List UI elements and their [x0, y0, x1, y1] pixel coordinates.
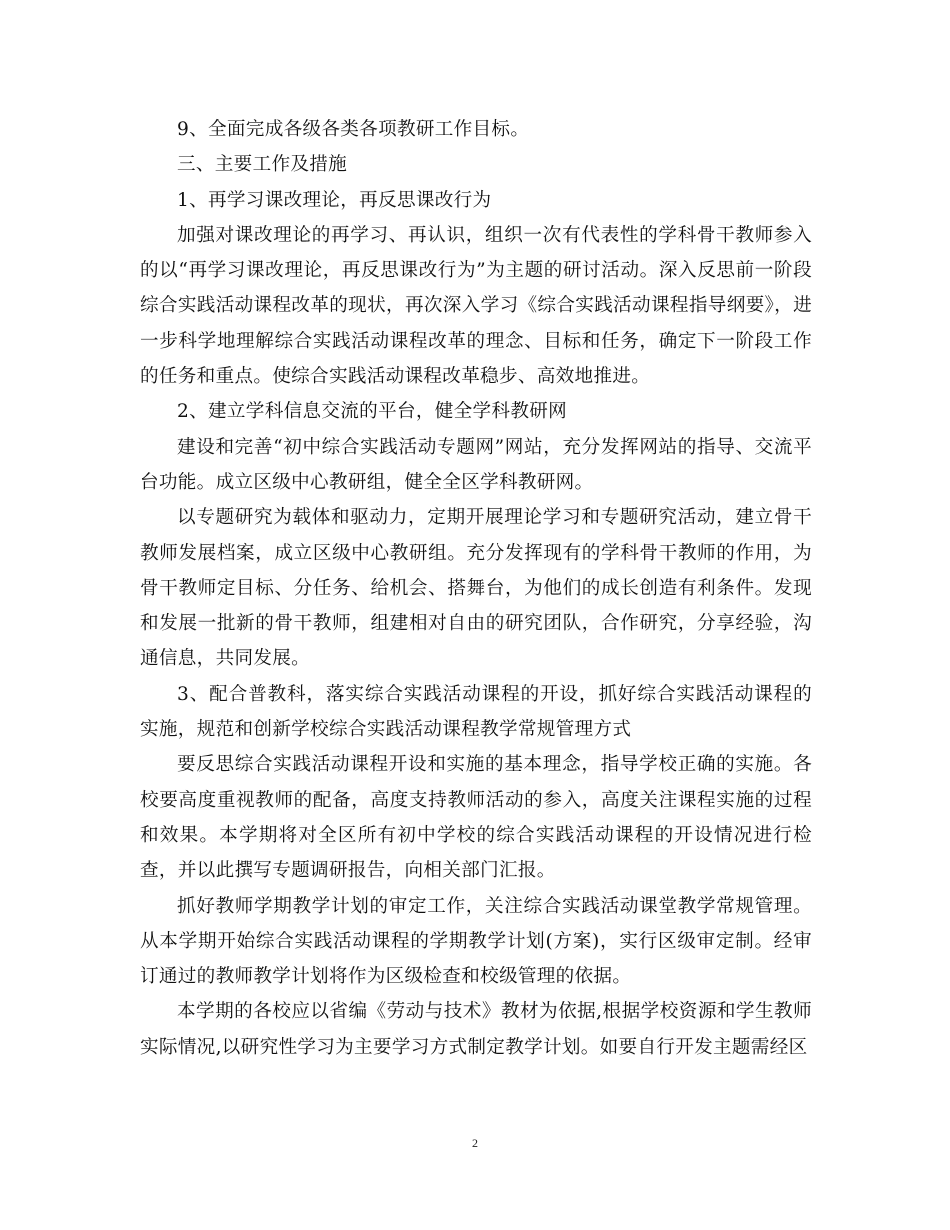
subheading-2: 2、建立学科信息交流的平台，健全学科教研网	[177, 401, 568, 423]
page-number: 2	[472, 1136, 478, 1150]
paragraph-3b: 抓好教师学期教学计划的审定工作，关注综合实践活动课堂教学常规管理。从本学期开始综合实践活动课程的学期教学计划(方案)，实行区级审定制。经审订通过的教师教学计划将作为区级检查和校级管理的依据。	[140, 895, 812, 988]
paragraph-1: 加强对课改理论的再学习、再认识，组织一次有代表性的学科骨干教师参入的以“再学习课改理论，再反思课改行为”为主题的研讨活动。深入反思前一阶段综合实践活动课程改革的现状，再次深入学习《综合实践活动课程指导纲要》，进一步科学地理解综合实践活动课程改革的理念、目标和任务，确定下一阶段工作的任务和重点。使综合实践活动课程改革稳步、高效地推进。	[140, 224, 812, 388]
paragraph-3a: 要反思综合实践活动课程开设和实施的基本理念，指导学校正确的实施。各校要高度重视教师的配备，高度支持教师活动的参入，高度关注课程实施的过程和效果。本学期将对全区所有初中学校的综合实践活动课程的开设情况进行检查，并以此撰写专题调研报告，向相关部门汇报。	[140, 754, 812, 882]
paragraph-2b: 以专题研究为载体和驱动力，定期开展理论学习和专题研究活动，建立骨干教师发展档案，成立区级中心教研组。充分发挥现有的学科骨干教师的作用，为骨干教师定目标、分任务、给机会、搭舞台，为他们的成长创造有利条件。发现和发展一批新的骨干教师，组建相对自由的研究团队，合作研究，分享经验，沟通信息，共同发展。	[140, 507, 812, 670]
paragraph-2a: 建设和完善“初中综合实践活动专题网”网站，充分发挥网站的指导、交流平台功能。成立区级中心教研组，健全全区学科教研网。	[140, 436, 812, 493]
section-heading-main-work: 三、主要工作及措施	[177, 154, 348, 176]
paragraph-3c: 本学期的各校应以省编《劳动与技术》教材为依据,根据学校资源和学生教师实际情况,以研究性学习为主要学习方式制定教学计划。如要自行开发主题需经区	[140, 1001, 812, 1058]
paragraph-goal-9: 9、全面完成各级各类各项教研工作目标。	[177, 119, 530, 140]
document-body	[140, 112, 812, 1065]
subheading-1: 1、再学习课改理论，再反思课改行为	[177, 189, 492, 211]
subheading-3: 3、配合普教科，落实综合实践活动课程的开设，抓好综合实践活动课程的实施，规范和创新学校综合实践活动课程教学常规管理方式	[140, 683, 812, 741]
